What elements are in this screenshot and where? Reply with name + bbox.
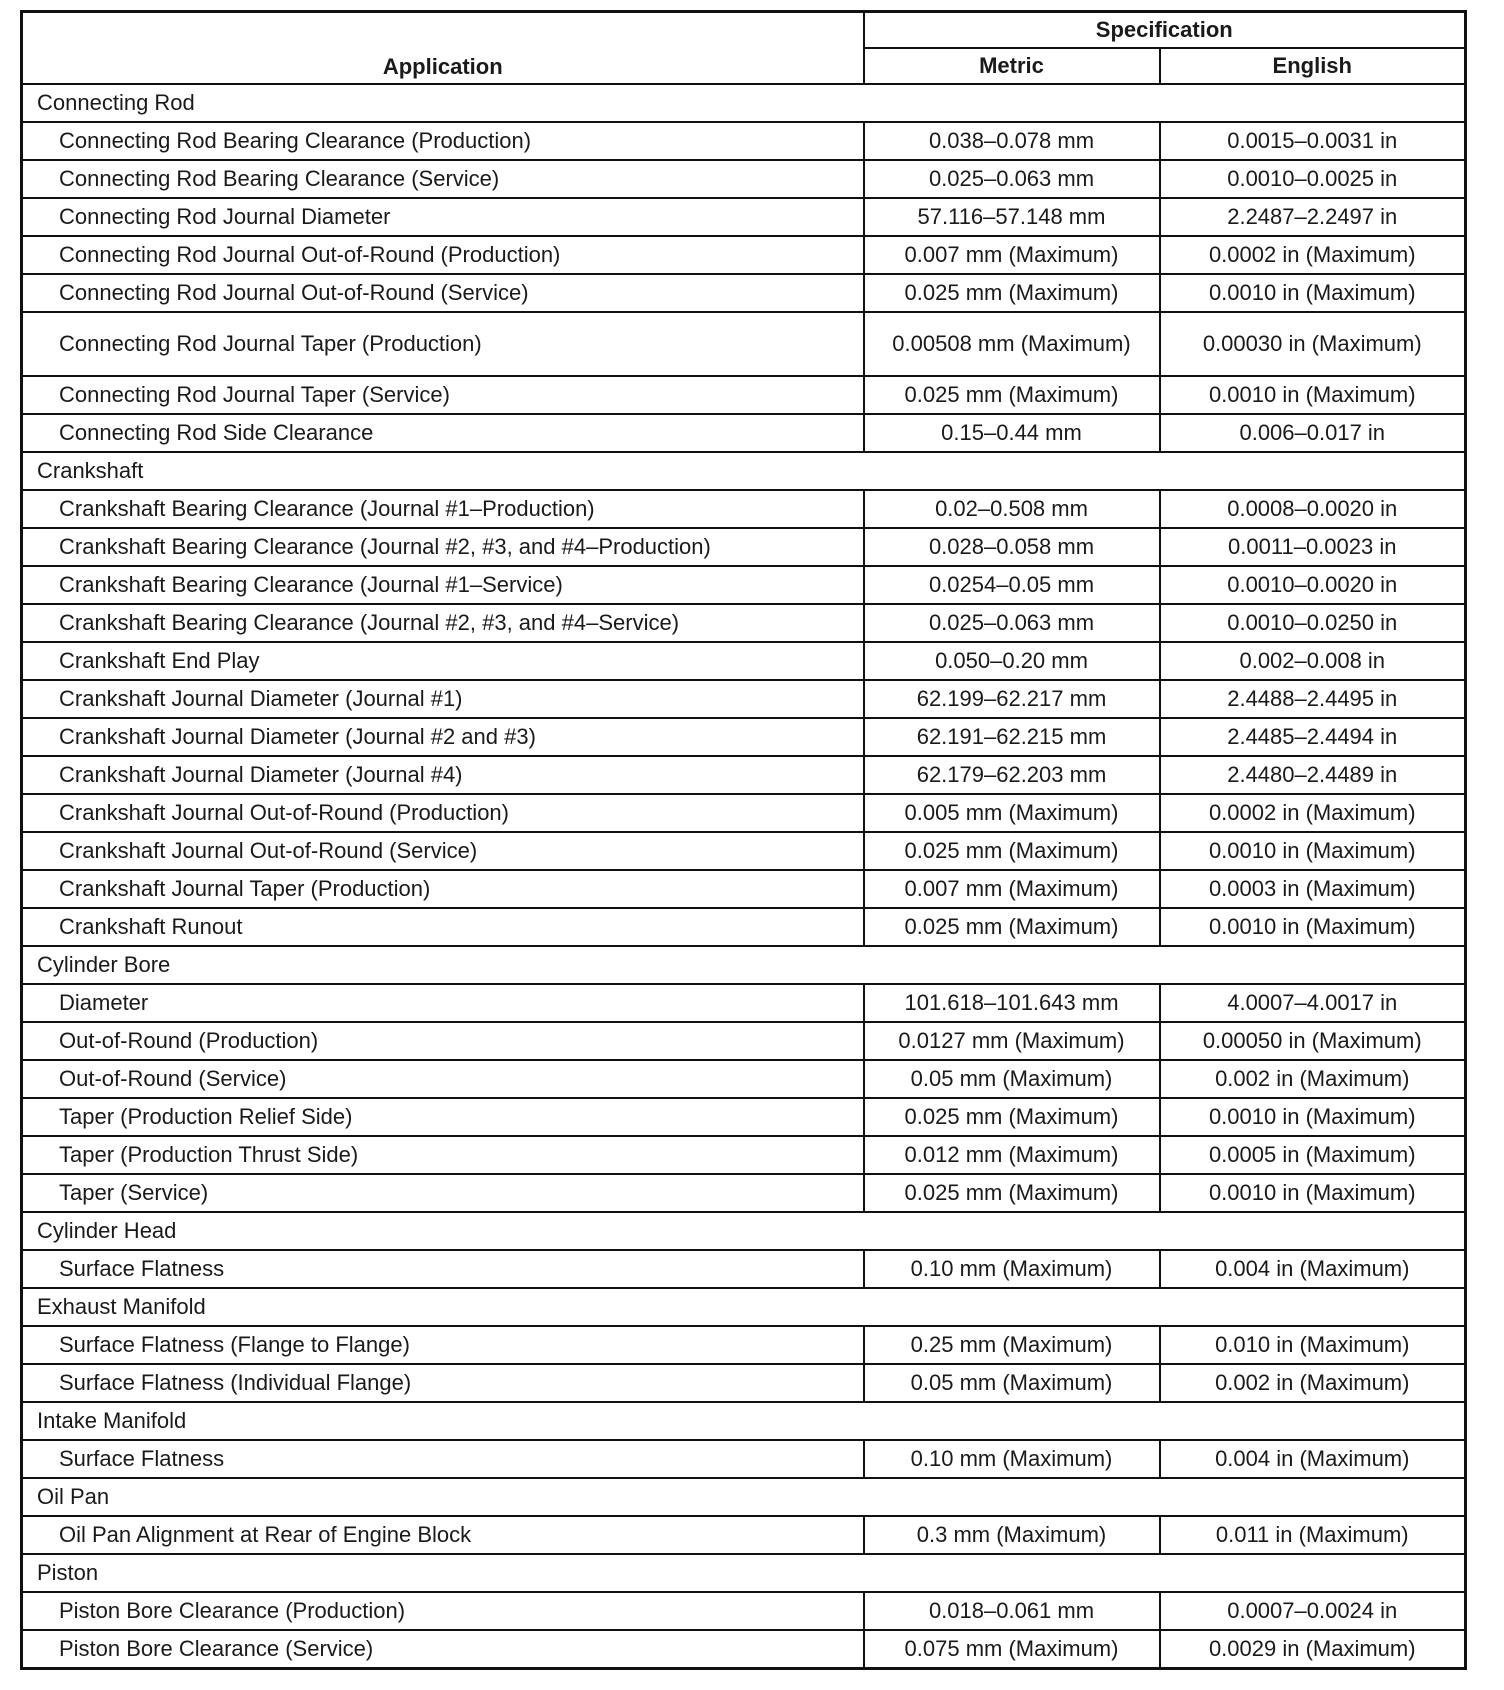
english-cell: 0.006–0.017 in [1160, 414, 1466, 452]
metric-cell: 0.05 mm (Maximum) [864, 1060, 1160, 1098]
table-row [22, 414, 1466, 452]
metric-cell: 0.05 mm (Maximum) [864, 1364, 1160, 1402]
table-header [22, 12, 1466, 85]
group-row [22, 1212, 1466, 1250]
english-cell: 0.0005 in (Maximum) [1160, 1136, 1466, 1174]
english-cell: 0.0010–0.0020 in [1160, 566, 1466, 604]
metric-cell: 62.199–62.217 mm [864, 680, 1160, 718]
table-row [22, 718, 1466, 756]
metric-cell: 57.116–57.148 mm [864, 198, 1160, 236]
table-row [22, 1174, 1466, 1212]
application-cell: Out-of-Round (Service) [22, 1060, 864, 1098]
english-cell: 0.0010 in (Maximum) [1160, 832, 1466, 870]
metric-cell: 0.025 mm (Maximum) [864, 908, 1160, 946]
application-cell: Crankshaft Bearing Clearance (Journal #2, #3, and #4–Production) [22, 528, 864, 566]
english-cell: 0.002 in (Maximum) [1160, 1060, 1466, 1098]
english-cell: 0.0008–0.0020 in [1160, 490, 1466, 528]
metric-cell: 0.025 mm (Maximum) [864, 274, 1160, 312]
table-row [22, 642, 1466, 680]
metric-cell: 0.018–0.061 mm [864, 1592, 1160, 1630]
english-cell: 0.0010 in (Maximum) [1160, 908, 1466, 946]
table-row [22, 680, 1466, 718]
application-cell: Crankshaft Journal Out-of-Round (Service) [22, 832, 864, 870]
table-row [22, 1098, 1466, 1136]
table-row [22, 984, 1466, 1022]
english-cell: 0.002–0.008 in [1160, 642, 1466, 680]
table-row [22, 870, 1466, 908]
table-row [22, 1326, 1466, 1364]
metric-cell: 0.025 mm (Maximum) [864, 376, 1160, 414]
table-row [22, 1592, 1466, 1630]
metric-cell: 0.10 mm (Maximum) [864, 1440, 1160, 1478]
application-cell: Connecting Rod Journal Diameter [22, 198, 864, 236]
metric-cell: 62.191–62.215 mm [864, 718, 1160, 756]
metric-cell: 0.005 mm (Maximum) [864, 794, 1160, 832]
application-cell: Taper (Production Thrust Side) [22, 1136, 864, 1174]
table-row [22, 832, 1466, 870]
metric-cell: 0.0254–0.05 mm [864, 566, 1160, 604]
english-cell: 0.0029 in (Maximum) [1160, 1630, 1466, 1668]
english-cell: 4.0007–4.0017 in [1160, 984, 1466, 1022]
metric-cell: 0.3 mm (Maximum) [864, 1516, 1160, 1554]
group-heading: Oil Pan [22, 1478, 1466, 1516]
english-cell: 0.011 in (Maximum) [1160, 1516, 1466, 1554]
english-cell: 2.2487–2.2497 in [1160, 198, 1466, 236]
application-cell: Taper (Production Relief Side) [22, 1098, 864, 1136]
application-cell: Out-of-Round (Production) [22, 1022, 864, 1060]
application-cell: Surface Flatness [22, 1440, 864, 1478]
application-cell: Surface Flatness (Flange to Flange) [22, 1326, 864, 1364]
metric-cell: 62.179–62.203 mm [864, 756, 1160, 794]
group-row [22, 1288, 1466, 1326]
table-row [22, 122, 1466, 160]
english-cell: 0.00050 in (Maximum) [1160, 1022, 1466, 1060]
group-row [22, 1402, 1466, 1440]
header-application: Application [22, 12, 864, 85]
english-cell: 0.0010–0.0250 in [1160, 604, 1466, 642]
metric-cell: 0.025 mm (Maximum) [864, 1098, 1160, 1136]
metric-cell: 0.007 mm (Maximum) [864, 236, 1160, 274]
table-row [22, 1022, 1466, 1060]
group-heading: Intake Manifold [22, 1402, 1466, 1440]
group-row [22, 946, 1466, 984]
table-row [22, 312, 1466, 376]
english-cell: 0.0003 in (Maximum) [1160, 870, 1466, 908]
metric-cell: 0.028–0.058 mm [864, 528, 1160, 566]
english-cell: 0.0015–0.0031 in [1160, 122, 1466, 160]
table-row [22, 794, 1466, 832]
table-row [22, 376, 1466, 414]
application-cell: Crankshaft Journal Diameter (Journal #4) [22, 756, 864, 794]
metric-cell: 0.050–0.20 mm [864, 642, 1160, 680]
english-cell: 0.004 in (Maximum) [1160, 1440, 1466, 1478]
english-cell: 0.0002 in (Maximum) [1160, 236, 1466, 274]
application-cell: Surface Flatness (Individual Flange) [22, 1364, 864, 1402]
table-row [22, 1250, 1466, 1288]
english-cell: 0.0010 in (Maximum) [1160, 1098, 1466, 1136]
metric-cell: 101.618–101.643 mm [864, 984, 1160, 1022]
application-cell: Surface Flatness [22, 1250, 864, 1288]
metric-cell: 0.025 mm (Maximum) [864, 832, 1160, 870]
metric-cell: 0.075 mm (Maximum) [864, 1630, 1160, 1668]
application-cell: Crankshaft Journal Out-of-Round (Production) [22, 794, 864, 832]
table-row [22, 1630, 1466, 1668]
english-cell: 0.004 in (Maximum) [1160, 1250, 1466, 1288]
group-row [22, 452, 1466, 490]
table-row [22, 908, 1466, 946]
english-cell: 0.0010–0.0025 in [1160, 160, 1466, 198]
table-row [22, 274, 1466, 312]
metric-cell: 0.15–0.44 mm [864, 414, 1160, 452]
application-cell: Crankshaft Journal Diameter (Journal #2 and #3) [22, 718, 864, 756]
application-cell: Crankshaft End Play [22, 642, 864, 680]
group-row [22, 1554, 1466, 1592]
table-row [22, 160, 1466, 198]
english-cell: 0.010 in (Maximum) [1160, 1326, 1466, 1364]
metric-cell: 0.25 mm (Maximum) [864, 1326, 1160, 1364]
table-row [22, 236, 1466, 274]
metric-cell: 0.007 mm (Maximum) [864, 870, 1160, 908]
english-cell: 0.0007–0.0024 in [1160, 1592, 1466, 1630]
table-row [22, 198, 1466, 236]
english-cell: 0.0002 in (Maximum) [1160, 794, 1466, 832]
table-row [22, 1364, 1466, 1402]
application-cell: Crankshaft Bearing Clearance (Journal #1–Production) [22, 490, 864, 528]
metric-cell: 0.00508 mm (Maximum) [864, 312, 1160, 376]
group-row [22, 1478, 1466, 1516]
english-cell: 0.0010 in (Maximum) [1160, 376, 1466, 414]
application-cell: Piston Bore Clearance (Production) [22, 1592, 864, 1630]
table-row [22, 604, 1466, 642]
group-heading: Exhaust Manifold [22, 1288, 1466, 1326]
english-cell: 0.0011–0.0023 in [1160, 528, 1466, 566]
header-specification: Specification [864, 12, 1466, 49]
metric-cell: 0.0127 mm (Maximum) [864, 1022, 1160, 1060]
group-heading: Connecting Rod [22, 84, 1466, 122]
application-cell: Crankshaft Journal Taper (Production) [22, 870, 864, 908]
table-row [22, 1136, 1466, 1174]
application-cell: Connecting Rod Journal Taper (Service) [22, 376, 864, 414]
application-cell: Crankshaft Runout [22, 908, 864, 946]
group-heading: Crankshaft [22, 452, 1466, 490]
application-cell: Connecting Rod Journal Taper (Production) [22, 312, 864, 376]
group-row [22, 84, 1466, 122]
table-row [22, 528, 1466, 566]
english-cell: 2.4480–2.4489 in [1160, 756, 1466, 794]
application-cell: Connecting Rod Bearing Clearance (Service) [22, 160, 864, 198]
application-cell: Connecting Rod Side Clearance [22, 414, 864, 452]
application-cell: Crankshaft Journal Diameter (Journal #1) [22, 680, 864, 718]
group-heading: Cylinder Bore [22, 946, 1466, 984]
application-cell: Connecting Rod Journal Out-of-Round (Production) [22, 236, 864, 274]
english-cell: 0.00030 in (Maximum) [1160, 312, 1466, 376]
application-cell: Piston Bore Clearance (Service) [22, 1630, 864, 1668]
metric-cell: 0.025 mm (Maximum) [864, 1174, 1160, 1212]
table-row [22, 1440, 1466, 1478]
metric-cell: 0.012 mm (Maximum) [864, 1136, 1160, 1174]
english-cell: 2.4485–2.4494 in [1160, 718, 1466, 756]
metric-cell: 0.02–0.508 mm [864, 490, 1160, 528]
header-metric: Metric [864, 48, 1160, 84]
table-row [22, 1516, 1466, 1554]
application-cell: Crankshaft Bearing Clearance (Journal #2, #3, and #4–Service) [22, 604, 864, 642]
group-heading: Piston [22, 1554, 1466, 1592]
header-english: English [1160, 48, 1466, 84]
table-row [22, 756, 1466, 794]
application-cell: Connecting Rod Bearing Clearance (Production) [22, 122, 864, 160]
english-cell: 0.002 in (Maximum) [1160, 1364, 1466, 1402]
english-cell: 0.0010 in (Maximum) [1160, 274, 1466, 312]
application-cell: Oil Pan Alignment at Rear of Engine Block [22, 1516, 864, 1554]
application-cell: Connecting Rod Journal Out-of-Round (Service) [22, 274, 864, 312]
table-row [22, 1060, 1466, 1098]
specification-table [20, 10, 1467, 1670]
application-cell: Crankshaft Bearing Clearance (Journal #1–Service) [22, 566, 864, 604]
table-body [22, 84, 1466, 1668]
table-row [22, 566, 1466, 604]
group-heading: Cylinder Head [22, 1212, 1466, 1250]
metric-cell: 0.038–0.078 mm [864, 122, 1160, 160]
english-cell: 0.0010 in (Maximum) [1160, 1174, 1466, 1212]
metric-cell: 0.025–0.063 mm [864, 604, 1160, 642]
metric-cell: 0.025–0.063 mm [864, 160, 1160, 198]
metric-cell: 0.10 mm (Maximum) [864, 1250, 1160, 1288]
table-row [22, 490, 1466, 528]
application-cell: Taper (Service) [22, 1174, 864, 1212]
english-cell: 2.4488–2.4495 in [1160, 680, 1466, 718]
application-cell: Diameter [22, 984, 864, 1022]
